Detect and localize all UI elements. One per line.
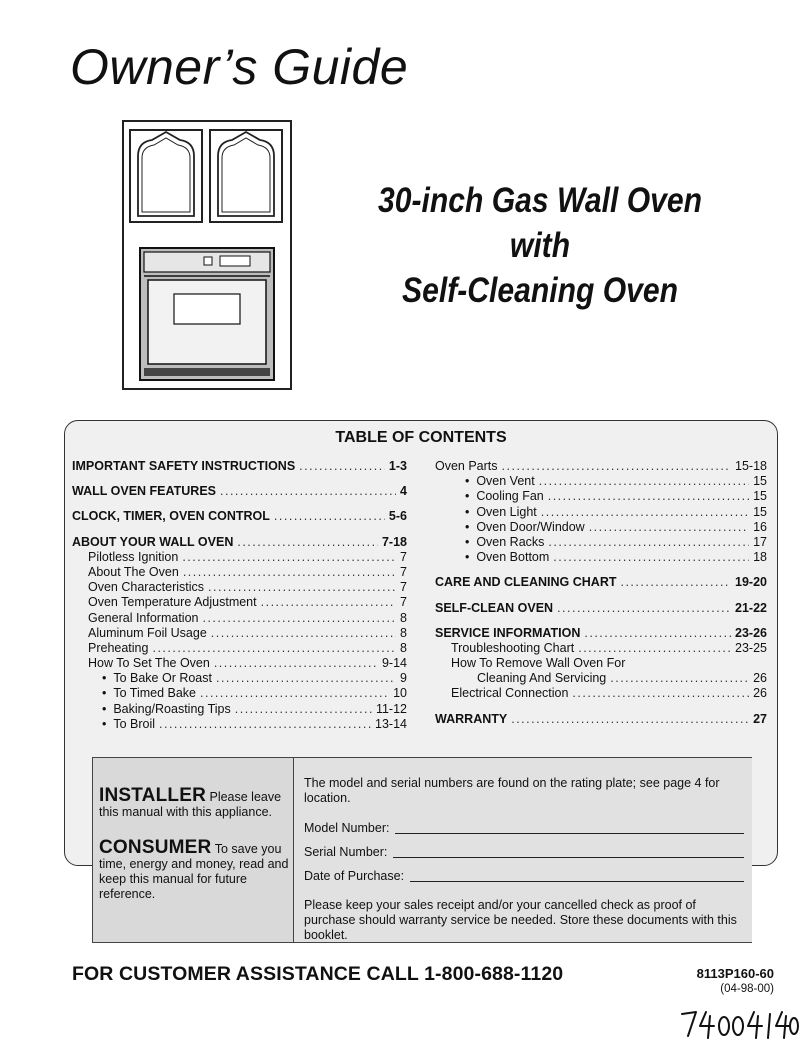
toc-entry[interactable]: Oven Parts ..... 15-18 xyxy=(435,459,767,474)
toc-entry[interactable]: Cleaning And Servicing ..... 26 xyxy=(435,671,767,686)
serial-number-field[interactable] xyxy=(304,844,744,860)
toc-entry[interactable]: • To Timed Bake ..... 10 xyxy=(72,686,407,701)
installer-text: Please leave this manual with this appliance. xyxy=(99,790,282,819)
toc-entry[interactable]: Preheating ..... 8 xyxy=(72,641,407,656)
toc-entry[interactable]: Troubleshooting Chart ..... 23-25 xyxy=(435,641,767,656)
toc-entry[interactable]: Oven Characteristics ..... 7 xyxy=(72,580,407,595)
toc-right-column xyxy=(435,459,767,727)
model-number-field[interactable] xyxy=(304,820,744,836)
product-title xyxy=(359,178,720,313)
toc-entry[interactable]: • Oven Vent ..... 15 xyxy=(435,474,767,489)
toc-entry[interactable]: Oven Temperature Adjustment ..... 7 xyxy=(72,595,407,610)
toc-entry[interactable]: • Oven Light ..... 15 xyxy=(435,505,767,520)
customer-assistance-line: FOR CUSTOMER ASSISTANCE CALL 1-800-688-1120 xyxy=(72,963,564,985)
serial-number-line[interactable] xyxy=(393,857,744,858)
toc-entry[interactable]: About The Oven ..... 7 xyxy=(72,565,407,580)
toc-entry[interactable]: SELF-CLEAN OVEN ..... 21-22 xyxy=(435,601,767,616)
purchase-date-field[interactable] xyxy=(304,868,744,884)
toc-entry[interactable]: • Oven Bottom ..... 18 xyxy=(435,550,767,565)
installer-consumer-notes xyxy=(99,785,289,902)
installer-heading: INSTALLER xyxy=(99,785,206,806)
toc-entry[interactable]: How To Remove Wall Oven For xyxy=(451,656,626,671)
toc-entry[interactable]: • To Broil ..... 13-14 xyxy=(72,717,407,732)
consumer-text: To save you time, energy and money, read and keep this manual for future reference. xyxy=(99,842,289,901)
toc-entry[interactable]: Aluminum Foil Usage ..... 8 xyxy=(72,626,407,641)
wall-oven-illustration xyxy=(122,120,292,390)
product-title-line1: 30-inch Gas Wall Oven xyxy=(378,181,702,220)
toc-entry[interactable]: • Cooling Fan ..... 15 xyxy=(435,489,767,504)
purchase-date-label: Date of Purchase: xyxy=(304,869,405,883)
toc-entry[interactable]: ABOUT YOUR WALL OVEN ..... 7-18 xyxy=(72,535,407,550)
product-title-line3: Self-Cleaning Oven xyxy=(402,271,678,310)
serial-number-label: Serial Number: xyxy=(304,845,388,859)
toc-entry[interactable]: • Oven Door/Window ..... 16 xyxy=(435,520,767,535)
toc-entry[interactable]: How To Set The Oven ..... 9-14 xyxy=(72,656,407,671)
toc-entry[interactable]: Electrical Connection ..... 26 xyxy=(435,686,767,701)
purchase-date-line[interactable] xyxy=(410,881,744,882)
guide-title: Owner’s Guide xyxy=(70,39,409,95)
model-number-label: Model Number: xyxy=(304,821,390,835)
consumer-heading: CONSUMER xyxy=(99,837,212,858)
registration-form xyxy=(293,758,752,942)
toc-entry[interactable]: IMPORTANT SAFETY INSTRUCTIONS ..... 1-3 xyxy=(72,459,407,474)
toc-entry[interactable]: • Oven Racks ..... 17 xyxy=(435,535,767,550)
toc-heading: TABLE OF CONTENTS xyxy=(335,429,507,446)
toc-entry[interactable]: WALL OVEN FEATURES ..... 4 xyxy=(72,484,407,499)
toc-entry[interactable]: CLOCK, TIMER, OVEN CONTROL ..... 5-6 xyxy=(72,509,407,524)
product-title-line2: with xyxy=(509,226,571,265)
document-date: (04-98-00) xyxy=(720,983,774,995)
toc-entry[interactable]: • Baking/Roasting Tips ..... 11-12 xyxy=(72,702,407,717)
consumer-note xyxy=(99,837,289,902)
owner-info-panel xyxy=(92,757,752,943)
toc-entry[interactable]: • To Bake Or Roast ..... 9 xyxy=(72,671,407,686)
model-number-line[interactable] xyxy=(395,833,744,834)
toc-entry[interactable]: General Information ..... 8 xyxy=(72,611,407,626)
toc-left-column xyxy=(72,459,407,732)
toc-entry[interactable]: WARRANTY ..... 27 xyxy=(435,712,767,727)
toc-entry[interactable]: Pilotless Ignition ..... 7 xyxy=(72,550,407,565)
receipt-note: Please keep your sales receipt and/or your cancelled check as proof of purchase should warranty service be needed. Store these documents with this booklet. xyxy=(304,898,737,942)
handwritten-number xyxy=(600,1000,800,1044)
model-note: The model and serial numbers are found on the rating plate; see page 4 for location. xyxy=(304,776,720,805)
document-code: 8113P160-60 xyxy=(696,966,774,981)
toc-entry[interactable]: CARE AND CLEANING CHART ..... 19-20 xyxy=(435,575,767,590)
installer-note xyxy=(99,785,289,820)
toc-entry[interactable]: SERVICE INFORMATION ..... 23-26 xyxy=(435,626,767,641)
